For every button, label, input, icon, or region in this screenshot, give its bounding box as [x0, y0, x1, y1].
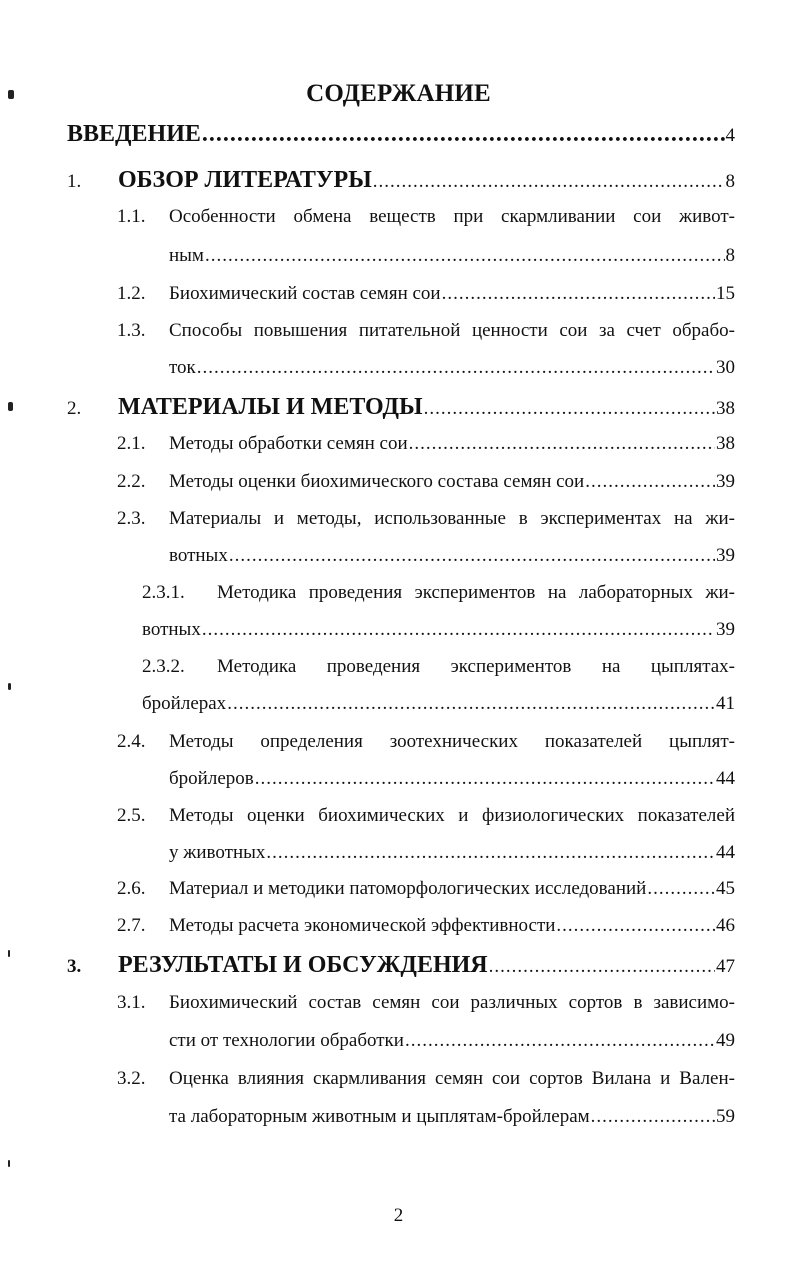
leader-dots	[409, 433, 715, 455]
toc-entry-2-2[interactable]	[117, 471, 735, 493]
toc-entry-label-cont: вотных	[169, 545, 228, 566]
toc-section-number: 2.3.1.	[142, 582, 185, 603]
toc-entry-label-cont: бройлерах	[142, 693, 227, 714]
toc-entry-label: Методы обработки семян сои	[169, 433, 408, 454]
toc-entry-2-4[interactable]	[117, 731, 735, 753]
toc-page-number: 44	[716, 768, 735, 789]
toc-entry-2-7[interactable]	[117, 915, 735, 937]
toc-page-number: 47	[716, 956, 735, 977]
toc-entry-label: Методика проведения экспериментов на лабораторных жи-	[217, 582, 735, 603]
toc-entry-label: Методы расчета экономической эффективности	[169, 915, 556, 936]
toc-entry-1-3-cont[interactable]	[169, 357, 735, 379]
toc-section-number: 2.5.	[117, 805, 146, 826]
toc-page-number: 8	[725, 245, 735, 266]
toc-entry-label: Особенности обмена веществ при скармливании сои живот-	[169, 206, 735, 227]
leader-dots	[424, 398, 715, 420]
toc-section-number: 2.	[67, 398, 82, 419]
toc-entry-label-cont: бройлеров	[169, 768, 254, 789]
toc-section-number: 2.3.2.	[142, 656, 185, 677]
toc-entry-2-5-cont[interactable]	[169, 842, 735, 864]
toc-entry-label-cont: ток	[169, 357, 196, 378]
toc-entry-1-1-cont[interactable]	[169, 245, 735, 267]
toc-page-number: 59	[716, 1106, 735, 1127]
toc-page-number: 30	[716, 357, 735, 378]
toc-page-number: 41	[716, 693, 735, 714]
toc-section-number: 2.1.	[117, 433, 146, 454]
toc-entry-2-3[interactable]	[117, 508, 735, 530]
leader-dots	[585, 471, 715, 493]
toc-entry-2-3-2[interactable]	[142, 656, 735, 678]
leader-dots	[373, 171, 725, 193]
toc-entry-label-cont: сти от технологии обработки	[169, 1030, 404, 1051]
toc-title: СОДЕРЖАНИЕ	[306, 80, 491, 107]
toc-entry-label: Методы оценки биохимического состава семян сои	[169, 471, 585, 492]
toc-entry-3-2[interactable]	[117, 1068, 735, 1090]
toc-entry-label: МАТЕРИАЛЫ И МЕТОДЫ	[118, 394, 423, 420]
toc-entry-label: Методика проведения экспериментов на цыплятах-	[217, 656, 735, 677]
toc-entry-label-cont: та лабораторным животным и цыплятам-бройлерам	[169, 1106, 590, 1127]
toc-entry-section-2[interactable]	[67, 394, 735, 421]
toc-entry-2-1[interactable]	[117, 433, 735, 455]
toc-entry-label: Биохимический состав семян сои различных сортов в зависимо-	[169, 992, 735, 1013]
toc-entry-section-3[interactable]	[67, 952, 735, 979]
toc-entry-label: Оценка влияния скармливания семян сои сортов Вилана и Вален-	[169, 1068, 735, 1089]
toc-entry-label: РЕЗУЛЬТАТЫ И ОБСУЖДЕНИЯ	[118, 952, 488, 978]
toc-page-number: 4	[725, 125, 735, 146]
leader-dots	[442, 283, 715, 305]
scan-mark	[8, 683, 11, 690]
leader-dots	[591, 1106, 715, 1128]
toc-entry-intro[interactable]	[67, 121, 735, 148]
scan-mark	[8, 402, 13, 411]
toc-entry-label-cont: ным	[169, 245, 204, 266]
scan-mark	[8, 1160, 10, 1167]
toc-page-number: 39	[716, 545, 735, 566]
toc-section-number: 3.2.	[117, 1068, 146, 1089]
toc-page-number: 45	[716, 878, 735, 899]
toc-page-number: 39	[716, 619, 735, 640]
toc-page-number: 38	[716, 433, 735, 454]
leader-dots	[205, 245, 725, 267]
toc-page-number: 49	[716, 1030, 735, 1051]
leader-dots	[229, 545, 715, 567]
toc-entry-label: Способы повышения питательной ценности сои за счет обрабо-	[169, 320, 735, 341]
toc-entry-1-2[interactable]	[117, 283, 735, 305]
toc-page-number: 44	[716, 842, 735, 863]
toc-entry-2-3-1[interactable]	[142, 582, 735, 604]
leader-dots	[556, 915, 715, 937]
leader-dots	[197, 357, 715, 379]
toc-entry-3-1-cont[interactable]	[169, 1030, 735, 1052]
toc-entry-label: Методы определения зоотехнических показателей цыплят-	[169, 731, 735, 752]
toc-entry-label: Методы оценки биохимических и физиологических показателей	[169, 805, 735, 826]
toc-section-number: 3.	[67, 956, 82, 977]
toc-section-number: 1.1.	[117, 206, 146, 227]
toc-entry-3-1[interactable]	[117, 992, 735, 1014]
toc-entry-label: Материалы и методы, использованные в экспериментах на жи-	[169, 508, 735, 529]
toc-entry-label: ВВЕДЕНИЕ	[67, 121, 201, 147]
toc-section-number: 2.7.	[117, 915, 146, 936]
toc-page-number: 39	[716, 471, 735, 492]
toc-entry-1-3[interactable]	[117, 320, 735, 342]
toc-entry-3-2-cont[interactable]	[169, 1106, 735, 1128]
page-number: 2	[393, 1205, 404, 1226]
toc-entry-2-3-1-cont[interactable]	[142, 619, 735, 641]
toc-entry-label: Материал и методики патоморфологических исследований	[169, 878, 647, 899]
leader-dots	[489, 956, 715, 978]
toc-entry-label: ОБЗОР ЛИТЕРАТУРЫ	[118, 167, 372, 193]
toc-section-number: 3.1.	[117, 992, 146, 1013]
toc-entry-2-4-cont[interactable]	[169, 768, 735, 790]
toc-entry-2-3-2-cont[interactable]	[142, 693, 735, 715]
toc-section-number: 2.2.	[117, 471, 146, 492]
toc-entry-label-cont: у животных	[169, 842, 266, 863]
toc-entry-1-1[interactable]	[117, 206, 735, 228]
toc-page-number: 46	[716, 915, 735, 936]
toc-page-number: 8	[725, 171, 735, 192]
toc-section-number: 1.3.	[117, 320, 146, 341]
toc-section-number: 1.2.	[117, 283, 146, 304]
toc-entry-section-1[interactable]	[67, 167, 735, 194]
toc-entry-label: Биохимический состав семян сои	[169, 283, 441, 304]
toc-page-number: 38	[716, 398, 735, 419]
toc-section-number: 2.3.	[117, 508, 146, 529]
scan-mark	[8, 950, 10, 957]
toc-section-number: 1.	[67, 171, 82, 192]
toc-entry-2-3-cont[interactable]	[169, 545, 735, 567]
toc-entry-2-6[interactable]	[117, 878, 735, 900]
toc-section-number: 2.6.	[117, 878, 146, 899]
toc-page-number: 15	[716, 283, 735, 304]
leader-dots	[202, 619, 715, 641]
leader-dots	[647, 878, 715, 900]
leader-dots	[202, 121, 725, 148]
leader-dots	[227, 693, 715, 715]
leader-dots	[405, 1030, 715, 1052]
toc-entry-2-5[interactable]	[117, 805, 735, 827]
leader-dots	[255, 768, 715, 790]
leader-dots	[266, 842, 715, 864]
toc-entry-label-cont: вотных	[142, 619, 201, 640]
toc-section-number: 2.4.	[117, 731, 146, 752]
